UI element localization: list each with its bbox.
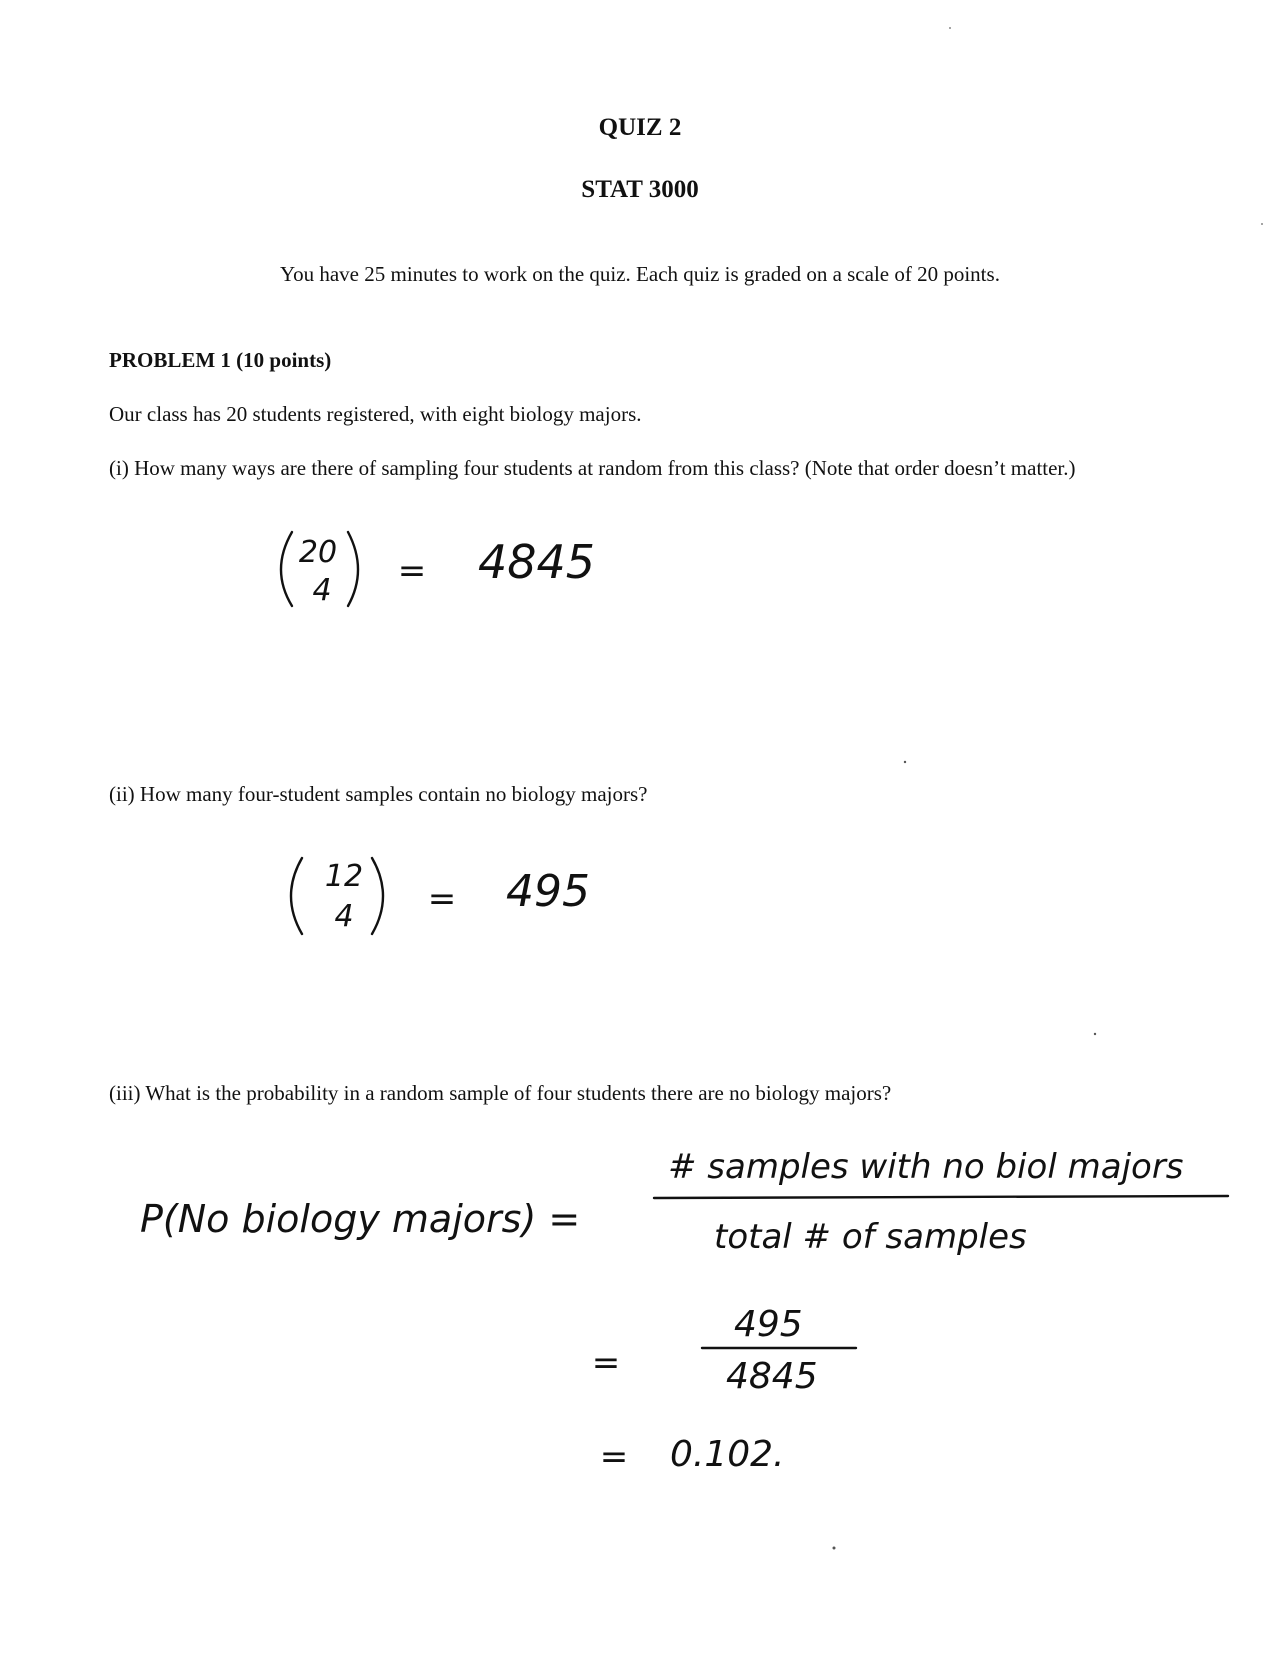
- equals-sign-4: =: [599, 1437, 629, 1477]
- left-paren: [291, 858, 302, 934]
- binom-top-1: 20: [298, 535, 338, 570]
- answer-2: [291, 858, 590, 934]
- answer-1: [281, 532, 595, 608]
- question-2: (ii) How many four-student samples contain no biology majors?: [109, 782, 648, 806]
- fraction2-denominator: 4845: [726, 1356, 818, 1397]
- equals-sign-1: =: [397, 551, 427, 591]
- equals-sign-2: =: [427, 879, 457, 919]
- result-1: 4845: [478, 535, 596, 589]
- fraction-bar: [654, 1196, 1228, 1198]
- course-title: STAT 3000: [581, 176, 699, 203]
- question-3: (iii) What is the probability in a random sample of four students there are no biology majors?: [109, 1081, 892, 1105]
- left-paren: [281, 532, 292, 606]
- quiz-title: QUIZ 2: [598, 114, 682, 141]
- result-2: 495: [506, 866, 590, 917]
- probability-lhs: P(No biology majors) =: [140, 1197, 581, 1241]
- problem-heading: PROBLEM 1 (10 points): [109, 348, 332, 372]
- equals-sign-3: =: [591, 1343, 621, 1383]
- answer-3: [140, 1147, 1228, 1477]
- binom-bottom-1: 4: [312, 573, 332, 608]
- scan-specks: [833, 27, 1264, 1550]
- binom-bottom-2: 4: [334, 899, 354, 934]
- binom-top-2: 12: [324, 859, 364, 894]
- question-1: (i) How many ways are there of sampling four students at random from this class? (Note that order doesn’t matter.): [109, 456, 1076, 480]
- right-paren: [372, 858, 383, 934]
- fraction2-numerator: 495: [734, 1304, 803, 1345]
- right-paren: [348, 532, 358, 606]
- problem-intro: Our class has 20 students registered, with eight biology majors.: [109, 402, 642, 426]
- fraction-denominator: total # of samples: [714, 1217, 1027, 1257]
- fraction-numerator: # samples with no biol majors: [668, 1147, 1184, 1187]
- final-probability: 0.102.: [670, 1434, 785, 1475]
- instructions: You have 25 minutes to work on the quiz. Each quiz is graded on a scale of 20 points.: [280, 262, 1000, 286]
